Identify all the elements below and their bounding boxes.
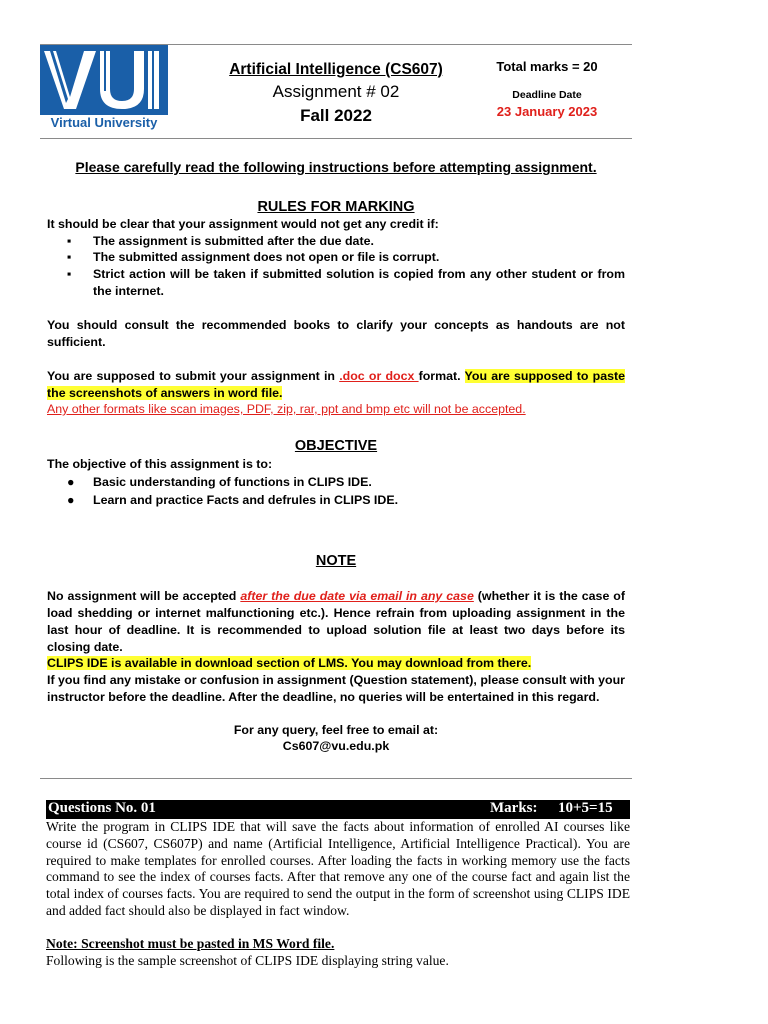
objective-item: ● Learn and practice Facts and defrules in CLIPS IDE.	[67, 493, 399, 507]
question-header	[46, 800, 630, 819]
rule-item: ▪ Strict action will be taken if submitted solution is copied from any other student or from the internet.	[67, 267, 625, 298]
rule-item: ▪ The submitted assignment does not open or file is corrupt.	[67, 250, 440, 264]
instructions-heading: Please carefully read the following instructions before attempting assignment.	[75, 159, 597, 175]
formats-warning: Any other formats like scan images, PDF, zip, rar, ppt and bmp etc will not be accepted.	[47, 402, 526, 416]
section-rule	[40, 778, 632, 779]
sample-caption: Following is the sample screenshot of CLIPS IDE displaying string value.	[46, 953, 449, 968]
question-note: Note: Screenshot must be pasted in MS Word file.	[46, 936, 335, 951]
square-bullet-icon: ▪	[67, 234, 72, 248]
objective-title: OBJECTIVE	[294, 438, 378, 454]
consult-paragraph: You should consult the recommended books to clarify your concepts as handouts are not sufficient.	[47, 318, 625, 349]
question-label: Questions No. 01	[48, 800, 156, 816]
total-marks: Total marks = 20	[496, 59, 598, 74]
deadline-label: Deadline Date	[512, 89, 582, 101]
deadline-date: 23 January 2023	[496, 104, 598, 119]
square-bullet-icon: ▪	[67, 267, 72, 281]
header-rule	[40, 138, 632, 139]
support-email[interactable]: Cs607@vu.edu.pk	[282, 739, 390, 753]
note-title: NOTE	[315, 553, 357, 569]
query-text: For any query, feel free to email at:	[233, 723, 439, 737]
objective-item: ● Basic understanding of functions in CLIPS IDE.	[67, 475, 372, 489]
logo-caption: Virtual University	[50, 115, 158, 130]
vu-logo-icon	[40, 45, 168, 115]
square-bullet-icon: ▪	[67, 250, 72, 264]
assignment-number: Assignment # 02	[272, 82, 400, 101]
objective-intro: The objective of this assignment is to:	[47, 457, 273, 471]
mistake-paragraph: If you find any mistake or confusion in assignment (Question statement), please consult with your instructor before the deadline. After the deadline, no queries will be entertained in this regard.	[47, 673, 625, 704]
course-title: Artificial Intelligence (CS607)	[229, 61, 443, 78]
dot-bullet-icon: ●	[67, 475, 75, 489]
question-body: Write the program in CLIPS IDE that will save the facts about information of enrolled AI courses like course id (CS607, CS607P) and name (Artificial Intelligence, Artificial Intelligence Practical). You are required to make templates for enrolled courses. After loading the facts in working memory use the facts command to see the index of courses facts. After that remove any one of the course fact and again list the total index of courses facts. You are required to send the output in the form of screenshot using CLIPS IDE and added fact should also be displayed in fact window.	[46, 819, 630, 918]
term: Fall 2022	[300, 106, 372, 125]
clips-availability: CLIPS IDE is available in download section of LMS. You may download from there.	[47, 656, 532, 670]
marks-value: 10+5=15	[558, 800, 613, 816]
note-paragraph: No assignment will be accepted after the due date via email in any case (whether it is the case of load shedding or internet malfunctioning etc.). Hence refrain from uploading assignment in the last hour of deadline. It is recommended to upload solution file at least two days before its closing date.	[47, 589, 626, 654]
format-link: .doc or docx	[339, 369, 419, 383]
rules-intro: It should be clear that your assignment would not get any credit if:	[47, 217, 439, 231]
submit-paragraph: You are supposed to submit your assignment in .doc or docx format. You are supposed to paste the screenshots of answers in word file.	[47, 369, 625, 400]
marks-label: Marks:	[490, 800, 538, 816]
rule-item: ▪ The assignment is submitted after the due date.	[67, 234, 374, 248]
rules-title: RULES FOR MARKING	[257, 199, 415, 215]
dot-bullet-icon: ●	[67, 493, 75, 507]
